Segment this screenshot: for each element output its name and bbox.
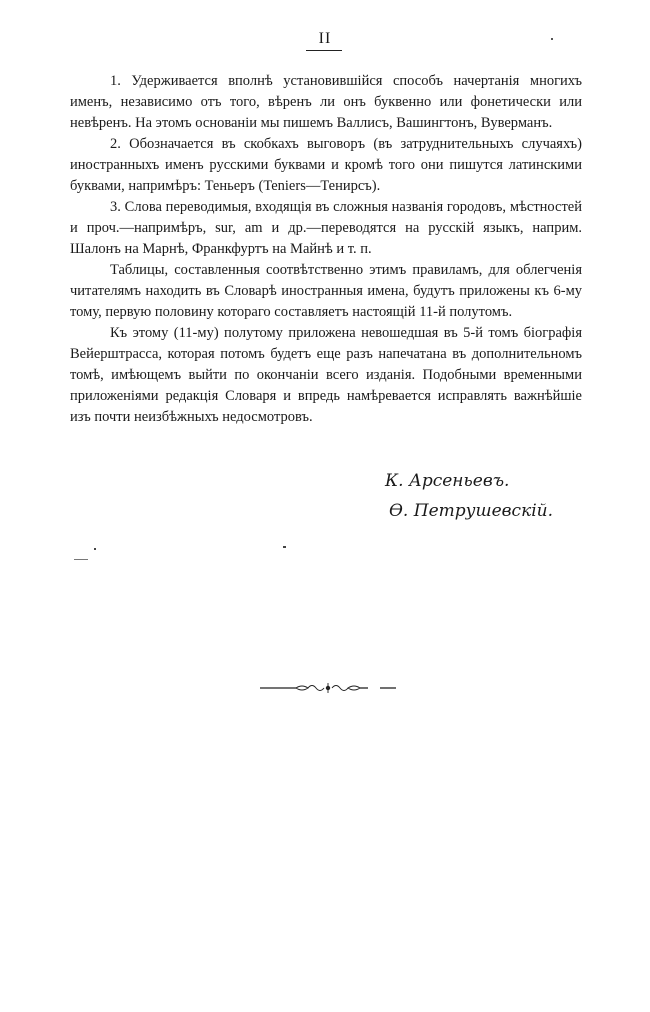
- body-text: [70, 71, 582, 428]
- paragraph-tables-note: Таблицы, составленныя соотвѣтственно этимъ правиламъ, для облегченія читателямъ находить въ Словарѣ иностранныя имена, будутъ приложены къ 6-му тому, первую половину котораго составляетъ настоящій 11-й полутомъ.: [70, 262, 582, 320]
- page-number-rule: [306, 50, 342, 51]
- ornamental-divider: [258, 681, 398, 695]
- paragraph-rule-2: 2. Обозначается въ скобкахъ выговоръ (въ затруднительныхъ случаяхъ) иностранныхъ именъ русскими буквами и кромѣ того они пишутся латинскими буквами, напримѣръ: Теньеръ (Teniers—Тенирсъ).: [70, 136, 582, 194]
- ink-speck: [94, 548, 96, 550]
- paragraph-rule-1: 1. Удерживается вполнѣ установившійся способъ начертанія многихъ именъ, независимо отъ того, вѣренъ ли онъ буквенно или фонетически или невѣренъ. На этомъ основаніи мы пишемъ Валлисъ, Вашингтонъ, Вуверманъ.: [70, 73, 582, 131]
- signature-block: [385, 466, 553, 526]
- page-number: II: [318, 30, 332, 47]
- signature-petrushevsky: Ѳ. Петрушевскій.: [389, 501, 554, 521]
- ink-speck: [74, 559, 88, 560]
- paragraph-rule-3: 3. Слова переводимыя, входящія въ сложныя названія городовъ, мѣстностей и проч.—напримѣръ, sur, am и др.—переводятся на русскій языкъ, наприм. Шалонъ на Марнѣ, Франкфуртъ на Майнѣ и т. п.: [70, 199, 582, 257]
- paragraph-supplement-note: Къ этому (11-му) полутому приложена невошедшая въ 5-й томъ біографія Вейерштрасса, которая потомъ будетъ еще разъ напечатана въ дополнительномъ томѣ, имѣющемъ выйти по окончаніи всего изданія. Подобными временными приложеніями редакція Словаря и впредь намѣревается исправлять важнѣйшіе изъ почти неизбѣжныхъ недосмотровъ.: [70, 325, 582, 425]
- signature-arsenyev: К. Арсеньевъ.: [385, 471, 510, 491]
- ink-speck: [551, 38, 553, 40]
- ink-speck: [283, 546, 286, 548]
